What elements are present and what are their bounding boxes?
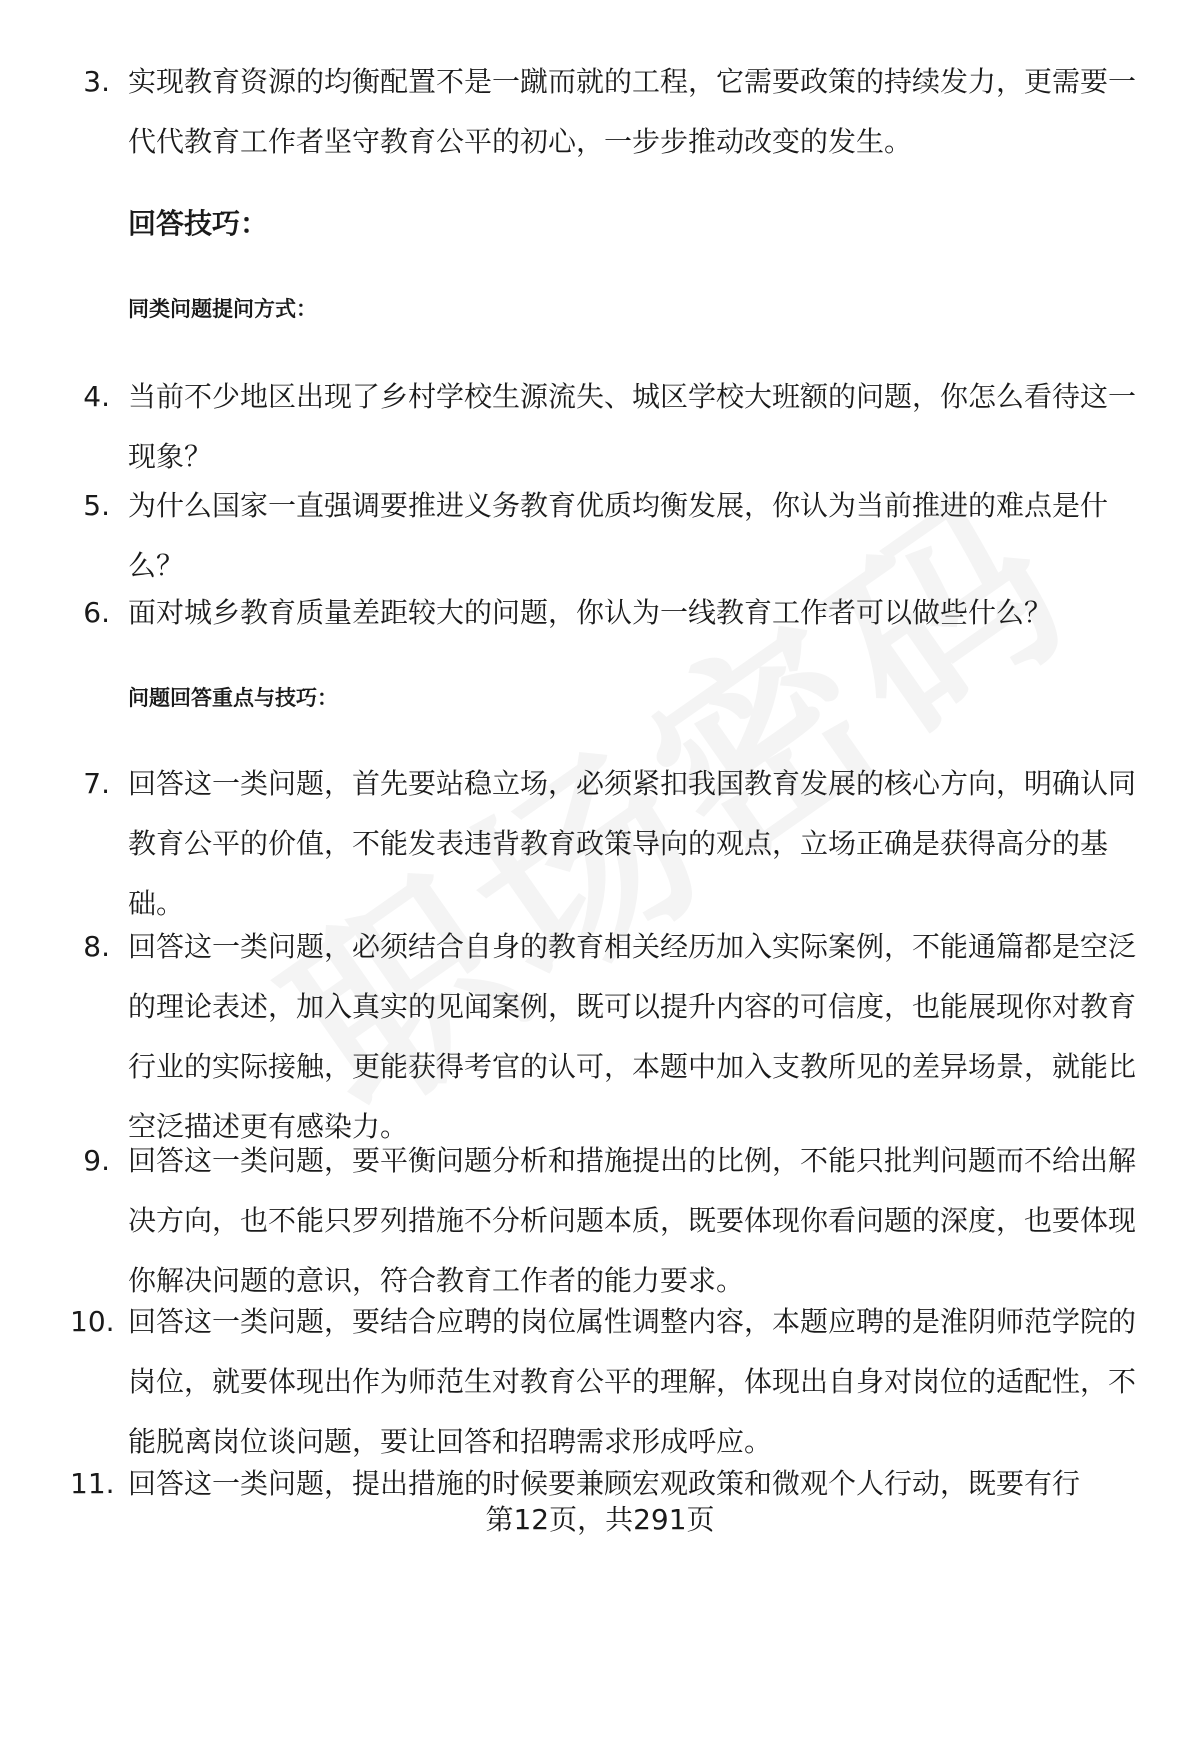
list-text: 当前不少地区出现了乡村学校生源流失、城区学校大班额的问题，你怎么看待这一现象？ — [128, 380, 1137, 473]
list-number: 4. — [83, 380, 110, 413]
list-text: 回答这一类问题，首先要站稳立场，必须紧扣我国教育发展的核心方向，明确认同教育公平的价值，不能发表违背教育政策导向的观点，立场正确是获得高分的基础。 — [128, 767, 1137, 920]
list-number: 9. — [83, 1144, 110, 1177]
list-number: 5. — [83, 489, 110, 522]
list-number: 10. — [70, 1305, 115, 1338]
list-number: 8. — [83, 930, 110, 963]
page-footer: 第12页，共291页 — [485, 1503, 715, 1536]
list-number: 7. — [83, 767, 110, 800]
heading-answer-tips: 回答技巧： — [128, 207, 269, 240]
heading-similar-questions: 同类问题提问方式： — [128, 297, 317, 321]
list-number: 11. — [70, 1467, 115, 1500]
list-text: 为什么国家一直强调要推进义务教育优质均衡发展，你认为当前推进的难点是什么？ — [128, 489, 1109, 582]
list-number: 3. — [83, 65, 110, 98]
heading-key-points: 问题回答重点与技巧： — [128, 686, 338, 710]
list-number: 6. — [83, 596, 110, 629]
list-text: 回答这一类问题，必须结合自身的教育相关经历加入实际案例，不能通篇都是空泛的理论表述，加入真实的见闻案例，既可以提升内容的可信度，也能展现你对教育行业的实际接触，更能获得考官的认可，本题中加入支教所见的差异场景，就能比空泛描述更有感染力。 — [128, 930, 1137, 1143]
list-text: 回答这一类问题，提出措施的时候要兼顾宏观政策和微观个人行动，既要有行 — [128, 1467, 1081, 1500]
list-text: 回答这一类问题，要结合应聘的岗位属性调整内容，本题应聘的是淮阴师范学院的岗位，就要体现出作为师范生对教育公平的理解，体现出自身对岗位的适配性，不能脱离岗位谈问题，要让回答和招聘需求形成呼应。 — [128, 1305, 1137, 1458]
list-text: 回答这一类问题，要平衡问题分析和措施提出的比例，不能只批判问题而不给出解决方向，也不能只罗列措施不分析问题本质，既要体现你看问题的深度，也要体现你解决问题的意识，符合教育工作者的能力要求。 — [128, 1144, 1137, 1297]
list-text: 面对城乡教育质量差距较大的问题，你认为一线教育工作者可以做些什么？ — [128, 596, 1053, 629]
list-text: 实现教育资源的均衡配置不是一蹴而就的工程，它需要政策的持续发力，更需要一代代教育工作者坚守教育公平的初心，一步步推动改变的发生。 — [128, 65, 1137, 158]
